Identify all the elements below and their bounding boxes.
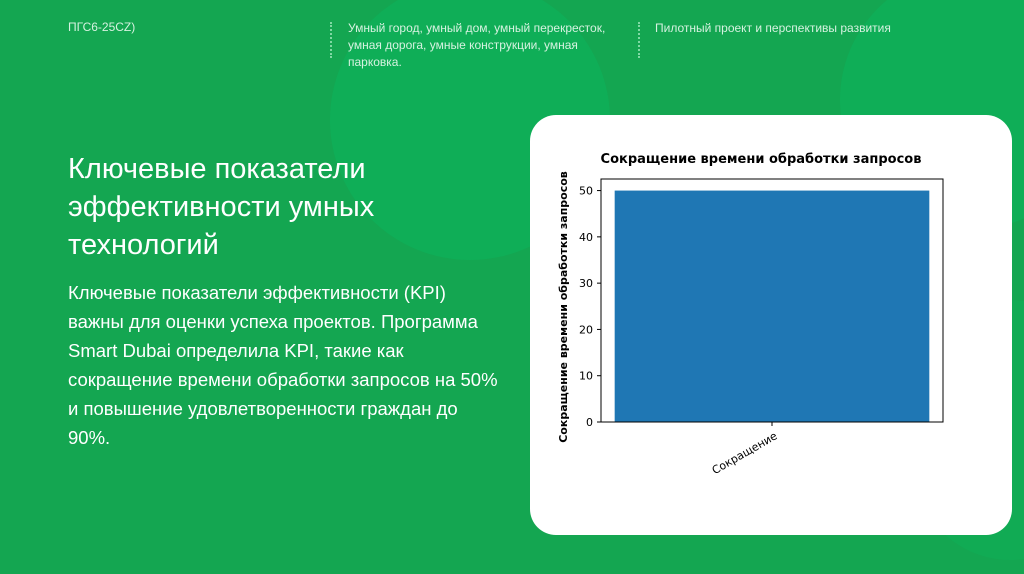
y-tick-label: 20 — [579, 323, 593, 337]
y-tick-label: 30 — [579, 277, 593, 291]
bar-chart — [530, 115, 1012, 535]
x-tick-label: Сокращение — [709, 429, 780, 478]
y-axis-label: Сокращение времени обработки запросов — [557, 171, 570, 443]
y-tick-label: 40 — [579, 230, 593, 244]
y-tick-label: 50 — [579, 184, 593, 198]
bar — [615, 191, 930, 422]
slide-code: ПГС6-25CZ) — [68, 20, 136, 34]
slide-body: Ключевые показатели эффективности (KPI) важны для оценки успеха проектов. Программа Smart Dubai определила KPI, такие как сокращение времени обработки запросов на 50% и повышение удовлетворенности граждан до 90%. — [68, 282, 498, 448]
plot-area — [579, 179, 943, 477]
chart-card — [530, 115, 1012, 535]
slide-title: Ключевые показатели эффективности умных технологий — [68, 153, 375, 261]
divider — [330, 22, 332, 58]
chart-title: Сокращение времени обработки запросов — [600, 152, 922, 167]
y-tick-label: 0 — [586, 416, 593, 429]
header-section: Пилотный проект и перспективы развития — [655, 21, 891, 35]
divider — [638, 22, 640, 58]
header-topics: Умный город, умный дом, умный перекресток, умная дорога, умные конструкции, умная парковка. — [348, 21, 606, 69]
y-tick-label: 10 — [579, 369, 593, 383]
